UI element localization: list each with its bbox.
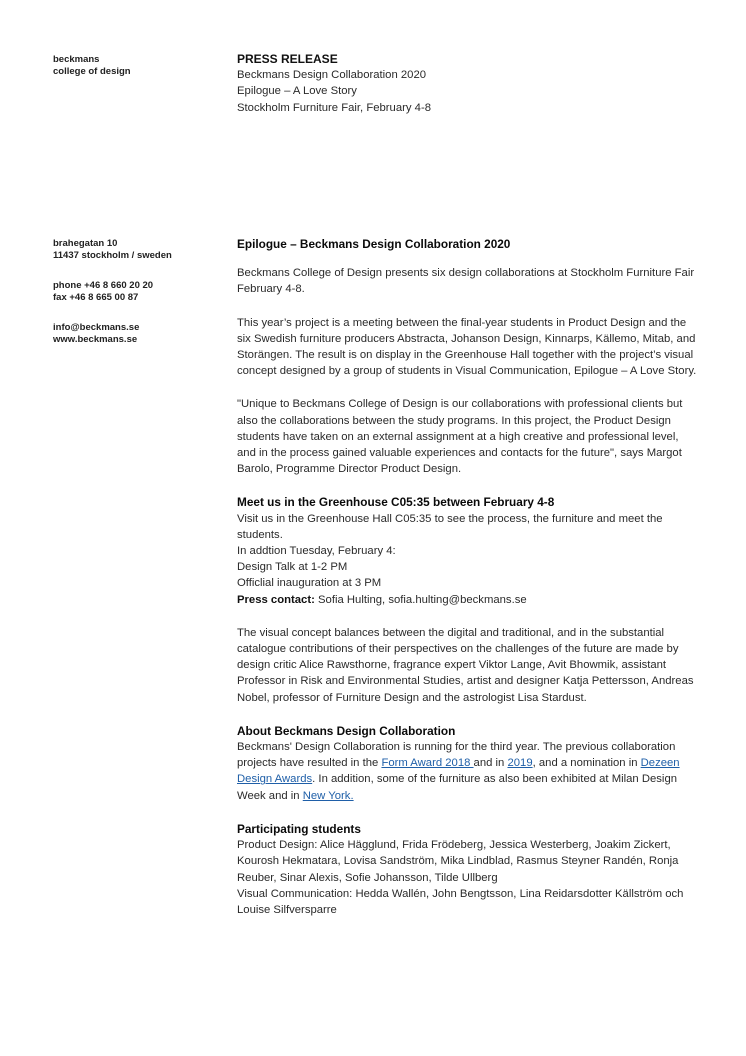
press-release-label: PRESS RELEASE: [237, 52, 338, 66]
about-text-1: Beckmans' Design Collaboration is running for the third year. The previous collaboration projects have resulted in the: [237, 741, 676, 770]
about-paragraph: [237, 739, 697, 804]
article-intro: Beckmans College of Design presents six design collaborations at Stockholm Furniture Fair February 4-8.: [237, 267, 695, 296]
dezeen-awards-link[interactable]: Dezeen Design Awards: [237, 757, 680, 786]
form-award-2019-link[interactable]: 2019: [507, 757, 533, 770]
college-name-line1: beckmans: [53, 54, 100, 65]
form-award-2018-link[interactable]: Form Award 2018: [381, 757, 474, 770]
new-york-link[interactable]: New York.: [302, 789, 354, 802]
article-body: [237, 236, 697, 918]
meet-line-1: Visit us in the Greenhouse Hall C05:35 to see the process, the furniture and meet the students.: [237, 512, 663, 541]
meet-heading: Meet us in the Greenhouse C05:35 between February 4-8: [237, 495, 555, 510]
address-block: [53, 238, 172, 261]
header-line-2: Epilogue – A Love Story: [237, 85, 357, 98]
about-text-3: , and a nomination in: [532, 757, 641, 770]
phone-number: phone +46 8 660 20 20: [53, 280, 154, 291]
press-contact-value: Sofia Hulting, sofia.hulting@beckmans.se: [314, 593, 527, 606]
students-product-design: Product Design: Alice Hägglund, Frida Frödeberg, Jessica Westerberg, Joakim Zickert, Kourosh Hekmatara, Lovisa Sandström, Mika Lindblad, Rasmus Steyner Randén, Ronja Reuber, Sinar Alexis, Sofie Johansson, Tilde Ullberg: [237, 839, 679, 884]
email-link[interactable]: info@beckmans.se: [53, 322, 140, 333]
about-text-2: and in: [473, 757, 508, 770]
phone-block: [53, 280, 153, 303]
press-contact: [237, 592, 697, 608]
address-street: brahegatan 10: [53, 238, 118, 249]
header-line-1: Beckmans Design Collaboration 2020: [237, 69, 427, 82]
about-heading: About Beckmans Design Collaboration: [237, 723, 456, 738]
header-line-3: Stockholm Furniture Fair, February 4-8: [237, 101, 431, 114]
fax-number: fax +46 8 665 00 87: [53, 291, 139, 303]
article-title: Epilogue – Beckmans Design Collaboration 2020: [237, 237, 511, 251]
about-text-4: . In addition, some of the furniture as also been exhibited at Milan Design Week and in: [237, 773, 678, 802]
press-release-header: [237, 51, 697, 116]
article-quote: "Unique to Beckmans College of Design is our collaborations with professional clients but also the collaborations between the study programs. In this project, the Product Design students have taken on an external assignment at a high creative and professional level, and in the process gained valuable experiences and contacts for the future", says Margot Barolo, Programme Director Product Design.: [237, 398, 683, 476]
meet-line-2: In addtion Tuesday, February 4:: [237, 545, 396, 558]
meet-line-3: Design Talk at 1-2 PM: [237, 561, 348, 574]
meet-line-4: Officlial inauguration at 3 PM: [237, 577, 382, 590]
contact-block: [53, 322, 139, 345]
students-visual-communication: Visual Communication: Hedda Wallén, John Bengtsson, Lina Reidarsdotter Källström och Louise Silfversparre: [237, 887, 684, 916]
press-contact-label: Press contact:: [237, 593, 315, 606]
college-name-line2: college of design: [53, 65, 131, 77]
article-paragraph-2: This year’s project is a meeting between the final-year students in Product Design and the six Swedish furniture producers Abstracta, Johanson Design, Kinnarps, Källemo, Mitab, and Storängen. The result is on display in the Greenhouse Hall together with the project’s visual concept designed by a group of students in Visual Communication, Epilogue – A Love Story.: [237, 316, 697, 378]
students-heading: Participating students: [237, 821, 361, 836]
address-city: 11437 stockholm / sweden: [53, 249, 172, 261]
college-logo-text: [53, 54, 131, 77]
website-link[interactable]: www.beckmans.se: [53, 333, 138, 345]
concept-paragraph: The visual concept balances between the digital and traditional, and in the substantial catalogue contributions of their perspectives on the challenges of the future are made by design critic Alice Rawsthorne, fragrance expert Viktor Lange, Avit Bhowmik, assistant Professor in Risk and Environmental Studies, artist and designer Katja Pettersson, Andreas Nobel, professor of Furniture Design and the astrologist Lisa Stardust.: [237, 626, 694, 704]
